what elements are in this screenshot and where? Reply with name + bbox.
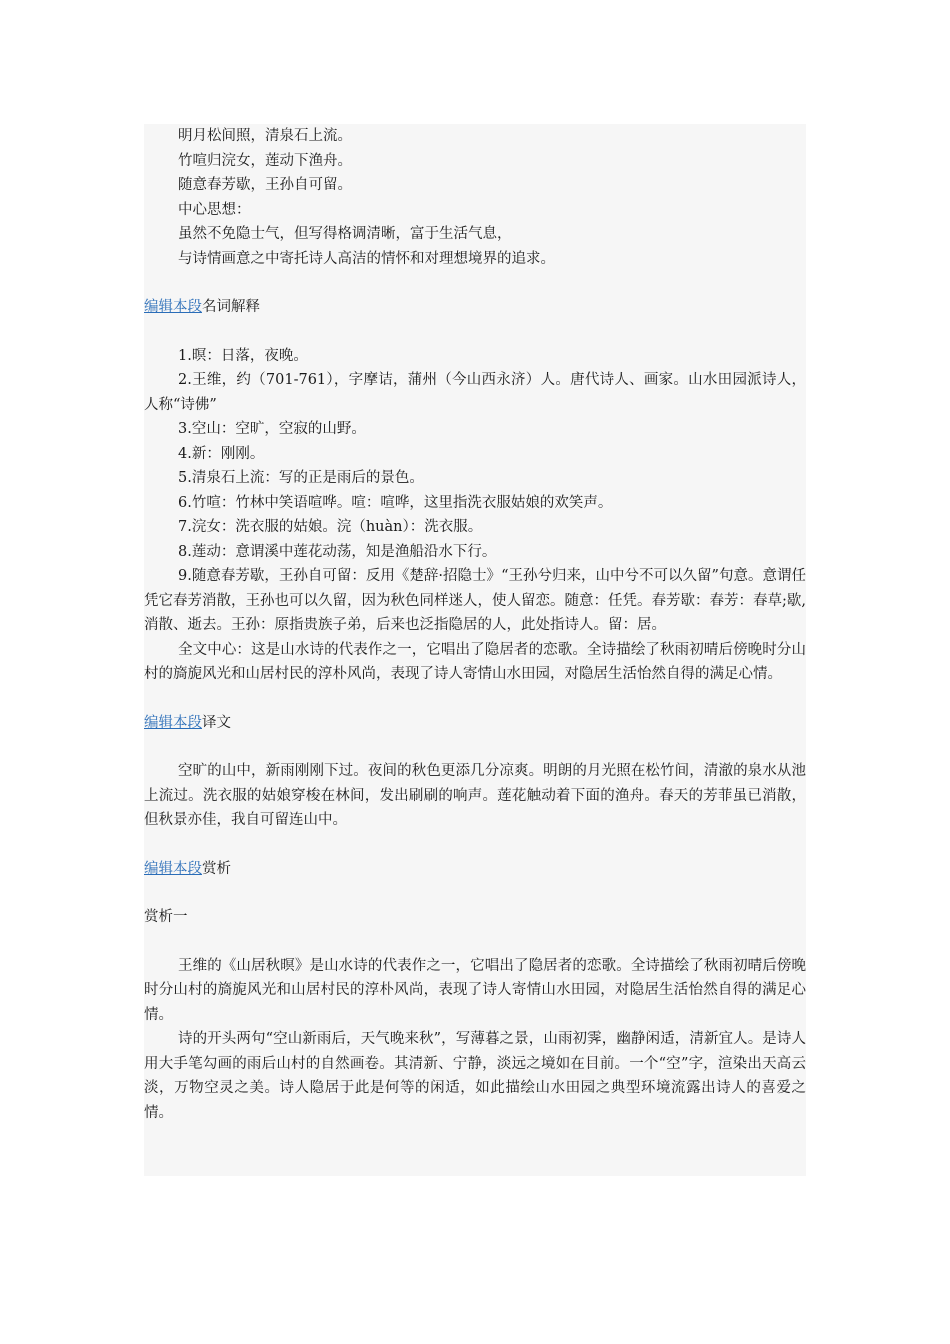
section-title: 名词解释 [202,299,260,315]
spacer [144,687,806,711]
term-item: 1.暝：日落，夜晚。 [178,347,308,364]
term-item: 9.随意春芳歇，王孙自可留：反用《楚辞·招隐士》“王孙兮归来，山中兮不可以久留”句意。意谓任凭它春芳消散，王孙也可以久留，因为秋色同样迷人，使人留恋。随意：任凭。春芳歇：春芳：春草;歇,消散、逝去。王孙：原指贵族子弟，后来也泛指隐居的人，此处指诗人。留：居。 [144,568,806,633]
term-item: 2.王维，约（701-761），字摩诘，蒲州（今山西永济）人。唐代诗人、画家。山水田园派诗人，人称“诗佛” [144,372,806,413]
term-item: 8.莲动：意谓溪中莲花动荡，知是渔船沿水下行。 [178,543,497,560]
theme-label: 中心思想： [178,201,251,218]
theme-line: 与诗情画意之中寄托诗人高洁的情怀和对理想境界的追求。 [178,250,555,267]
appreciation-paragraph: 王维的《山居秋暝》是山水诗的代表作之一，它唱出了隐居者的恋歌。全诗描绘了秋雨初晴后傍晚时分山村的旖旎风光和山居村民的淳朴风尚，表现了诗人寄情山水田园，对隐居生活怡然自得的满足心情。 [144,957,806,1023]
poem-block [144,124,806,271]
section-heading-terms [144,295,806,320]
appreciation-subtitle: 赏析一 [144,909,188,925]
term-item: 6.竹喧：竹林中笑语喧哗。喧：喧哗，这里指洗衣服姑娘的欢笑声。 [178,494,613,511]
spacer [144,930,806,954]
term-item: 7.浣女：洗衣服的姑娘。浣（huàn）：洗衣服。 [178,519,483,535]
translation-text: 空旷的山中，新雨刚刚下过。夜间的秋色更添几分凉爽。明朗的月光照在松竹间，清澈的泉水从池上流过。洗衣服的姑娘穿梭在林间，发出刷刷的响声。莲花触动着下面的渔舟。春天的芳菲虽已消散，但秋景亦佳，我自可留连山中。 [144,763,806,828]
terms-list [144,344,806,687]
poem-line: 随意春芳歇，王孙自可留。 [178,177,352,193]
section-heading-appreciation [144,857,806,882]
spacer [144,735,806,759]
spacer [144,881,806,905]
section-title: 赏析 [202,860,231,877]
spacer [144,320,806,344]
poem-line: 竹喧归浣女，莲动下渔舟。 [178,152,352,169]
term-item: 5.清泉石上流：写的正是雨后的景色。 [178,470,424,486]
edit-section-link[interactable]: 编辑本段 [144,299,202,315]
term-item: 3.空山：空旷，空寂的山野。 [178,421,366,437]
section-title: 译文 [202,714,231,731]
theme-line: 虽然不免隐士气，但写得格调清晰，富于生活气息， [178,226,512,242]
poem-line: 明月松间照，清泉石上流。 [178,128,352,144]
spacer [144,271,806,295]
section-heading-translation [144,711,806,736]
spacer [144,833,806,857]
document-page [144,124,806,1176]
term-item: 4.新：刚刚。 [178,445,265,462]
edit-section-link[interactable]: 编辑本段 [144,714,202,731]
edit-section-link[interactable]: 编辑本段 [144,860,202,877]
central-idea: 全文中心：这是山水诗的代表作之一，它唱出了隐居者的恋歌。全诗描绘了秋雨初晴后傍晚时分山村的旖旎风光和山居村民的淳朴风尚，表现了诗人寄情山水田园，对隐居生活怡然自得的满足心情。 [144,641,806,682]
appreciation-paragraph: 诗的开头两句“空山新雨后，天气晚来秋”，写薄暮之景，山雨初霁，幽静闲适，清新宜人。是诗人用大手笔勾画的雨后山村的自然画卷。其清新、宁静，淡远之境如在目前。一个“空”字，渲染出天高云淡，万物空灵之美。诗人隐居于此是何等的闲适，如此描绘山水田园之典型环境流露出诗人的喜爱之情。 [144,1031,806,1121]
